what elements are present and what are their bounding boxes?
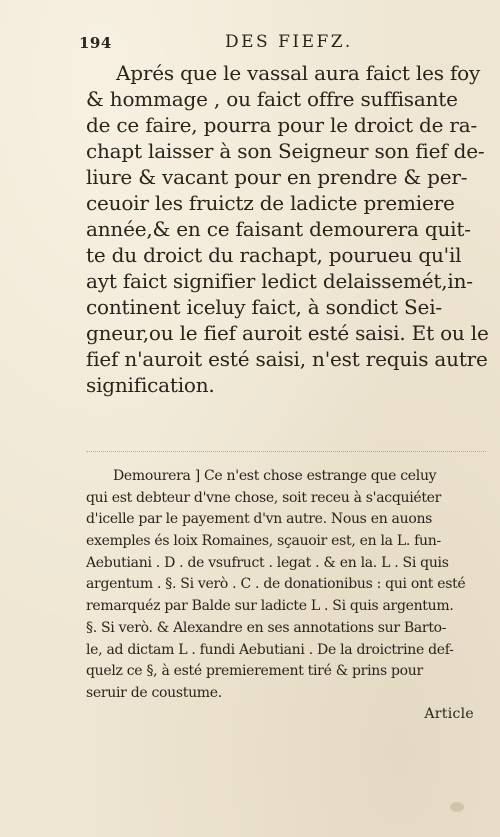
commentary-line: exemples és loix Romaines, sçauoir est, en la L. fun-: [86, 533, 441, 550]
main-text-line: gneur,ou le fief auroit esté saisi. Et ou le: [86, 321, 489, 345]
main-text-line: ceuoir les fruictz de ladicte premiere: [86, 191, 455, 215]
page-number: 194: [79, 34, 112, 52]
running-head: DES FIEFZ.: [225, 32, 353, 52]
commentary-line: remarquéz par Balde sur ladicte L . Si quis argentum.: [86, 598, 454, 615]
catchword: Article: [424, 706, 474, 722]
commentary-line: qui est debteur d'vne chose, soit receu à s'acquiéter: [86, 489, 442, 506]
main-text-block: [86, 60, 489, 398]
main-text-line: de ce faire, pourra pour le droict de ra-: [86, 113, 478, 137]
main-text-line: Aprés que le vassal aura faict les foy: [116, 61, 481, 85]
commentary-line: seruir de coustume.: [86, 684, 222, 701]
main-text-line: ayt faict signifier ledict delaissemét,in-: [86, 269, 473, 293]
main-text-line: continent iceluy faict, à sondict Sei-: [86, 295, 442, 319]
main-text-line: année,& en ce faisant demourera quit-: [86, 217, 471, 241]
commentary-line: Demourera ] Ce n'est chose estrange que celuy: [113, 468, 437, 484]
main-text-line: chapt laisser à son Seigneur son fief de-: [86, 139, 485, 163]
main-text-line: & hommage , ou faict offre suffisante: [86, 87, 458, 111]
commentary-block: [86, 466, 490, 705]
commentary-line: quelz ce §, à esté premierement tiré & prins pour: [86, 663, 423, 680]
section-divider: [86, 451, 486, 452]
commentary-line: Aebutiani . D . de vsufruct . legat . & en la. L . Si quis: [86, 554, 449, 571]
main-text-line: fief n'auroit esté saisi, n'est requis autre: [86, 347, 488, 371]
main-text-line: signification.: [86, 373, 215, 397]
main-text-line: te du droict du rachapt, pourueu qu'il: [86, 243, 462, 267]
commentary-line: §. Si verò. & Alexandre en ses annotations sur Barto-: [86, 619, 447, 636]
commentary-line: le, ad dictam L . fundi Aebutiani . De la droictrine def-: [86, 641, 454, 658]
paper-stain: [450, 802, 464, 812]
commentary-line: argentum . §. Si verò . C . de donationibus : qui ont esté: [86, 576, 466, 593]
commentary-line: d'icelle par le payement d'vn autre. Nous en auons: [86, 511, 433, 528]
main-text-line: liure & vacant pour en prendre & per-: [86, 165, 468, 189]
